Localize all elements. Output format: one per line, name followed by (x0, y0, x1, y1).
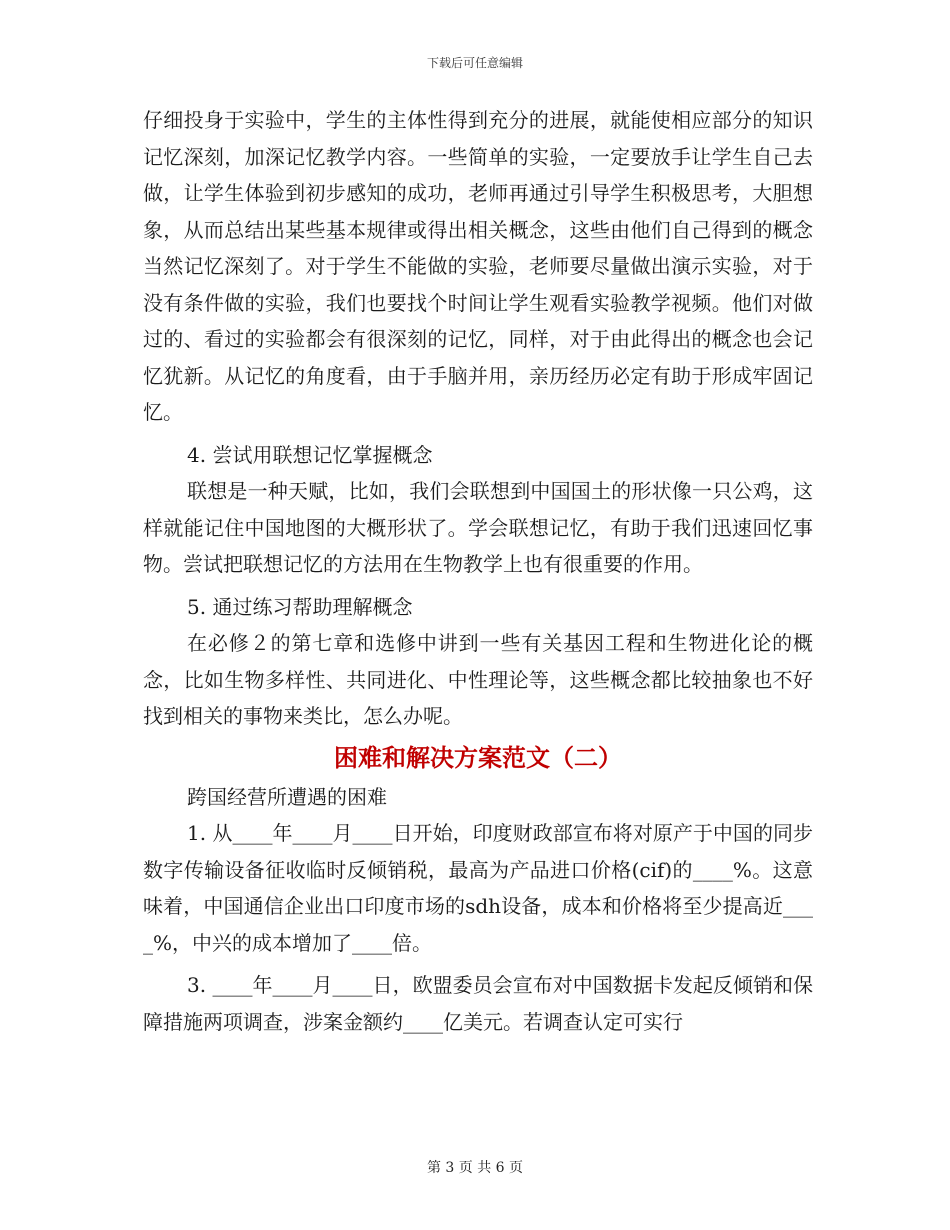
paragraph-india-antidumping: 1. 从____年____月____日开始，印度财政部宣布将对原产于中国的同步数字传输设备征收临时反倾销税，最高为产品进口价格(cif)的____%。这意味着，中国通信企业出口印度市场的sdh设备，成本和价格将至少提高近____%，中兴的成本增加了____倍。 (143, 821, 813, 955)
paragraph-eu-investigation: 3. ____年____月____日，欧盟委员会宣布对中国数据卡发起反倾销和保障措施两项调查，涉案金额约____亿美元。若调查认定可实行 (143, 973, 813, 1034)
paragraph-association-memory: 联想是一种天赋，比如，我们会联想到中国国土的形状像一只公鸡，这样就能记住中国地图的大概形状了。学会联想记忆，有助于我们迅速回忆事物。尝试把联想记忆的方法用在生物教学上也有很重要的作用。 (143, 479, 813, 576)
paragraph-experiment-memory: 仔细投身于实验中，学生的主体性得到充分的进展，就能使相应部分的知识记忆深刻，加深记忆教学内容。一些简单的实验，一定要放手让学生自己去做，让学生体验到初步感知的成功，老师再通过引导学生积极思考，大胆想象，从而总结出某些基本规律或得出相关概念，这些由他们自己得到的概念当然记忆深刻了。对于学生不能做的实验，老师要尽量做出演示实验，对于没有条件做的实验，我们也要找个时间让学生观看实验教学视频。他们对做过的、看过的实验都会有很深刻的记忆，同样，对于由此得出的概念也会记忆犹新。从记忆的角度看，由于手脑并用，亲历经历必定有助于形成牢固记忆。 (143, 108, 813, 424)
document-body (143, 102, 813, 1040)
paragraph-difficulties-intro: 跨国经营所遭遇的困难 (187, 784, 387, 809)
heading-practice-understanding: 5. 通过练习帮助理解概念 (187, 594, 413, 619)
heading-association-memory: 4. 尝试用联想记忆掌握概念 (187, 442, 433, 467)
page-header: 下载后可任意编辑 (426, 56, 523, 70)
section-title: 困难和解决方案范文（二） (334, 742, 622, 772)
page-footer: 第 3 页 共 6 页 (426, 1160, 524, 1176)
paragraph-practice-understanding: 在必修２的第七章和选修中讲到一些有关基因工程和生物进化论的概念，比如生物多样性、共同进化、中性理论等，这些概念都比较抽象也不好找到相关的事物来类比，怎么办呢。 (143, 631, 813, 728)
